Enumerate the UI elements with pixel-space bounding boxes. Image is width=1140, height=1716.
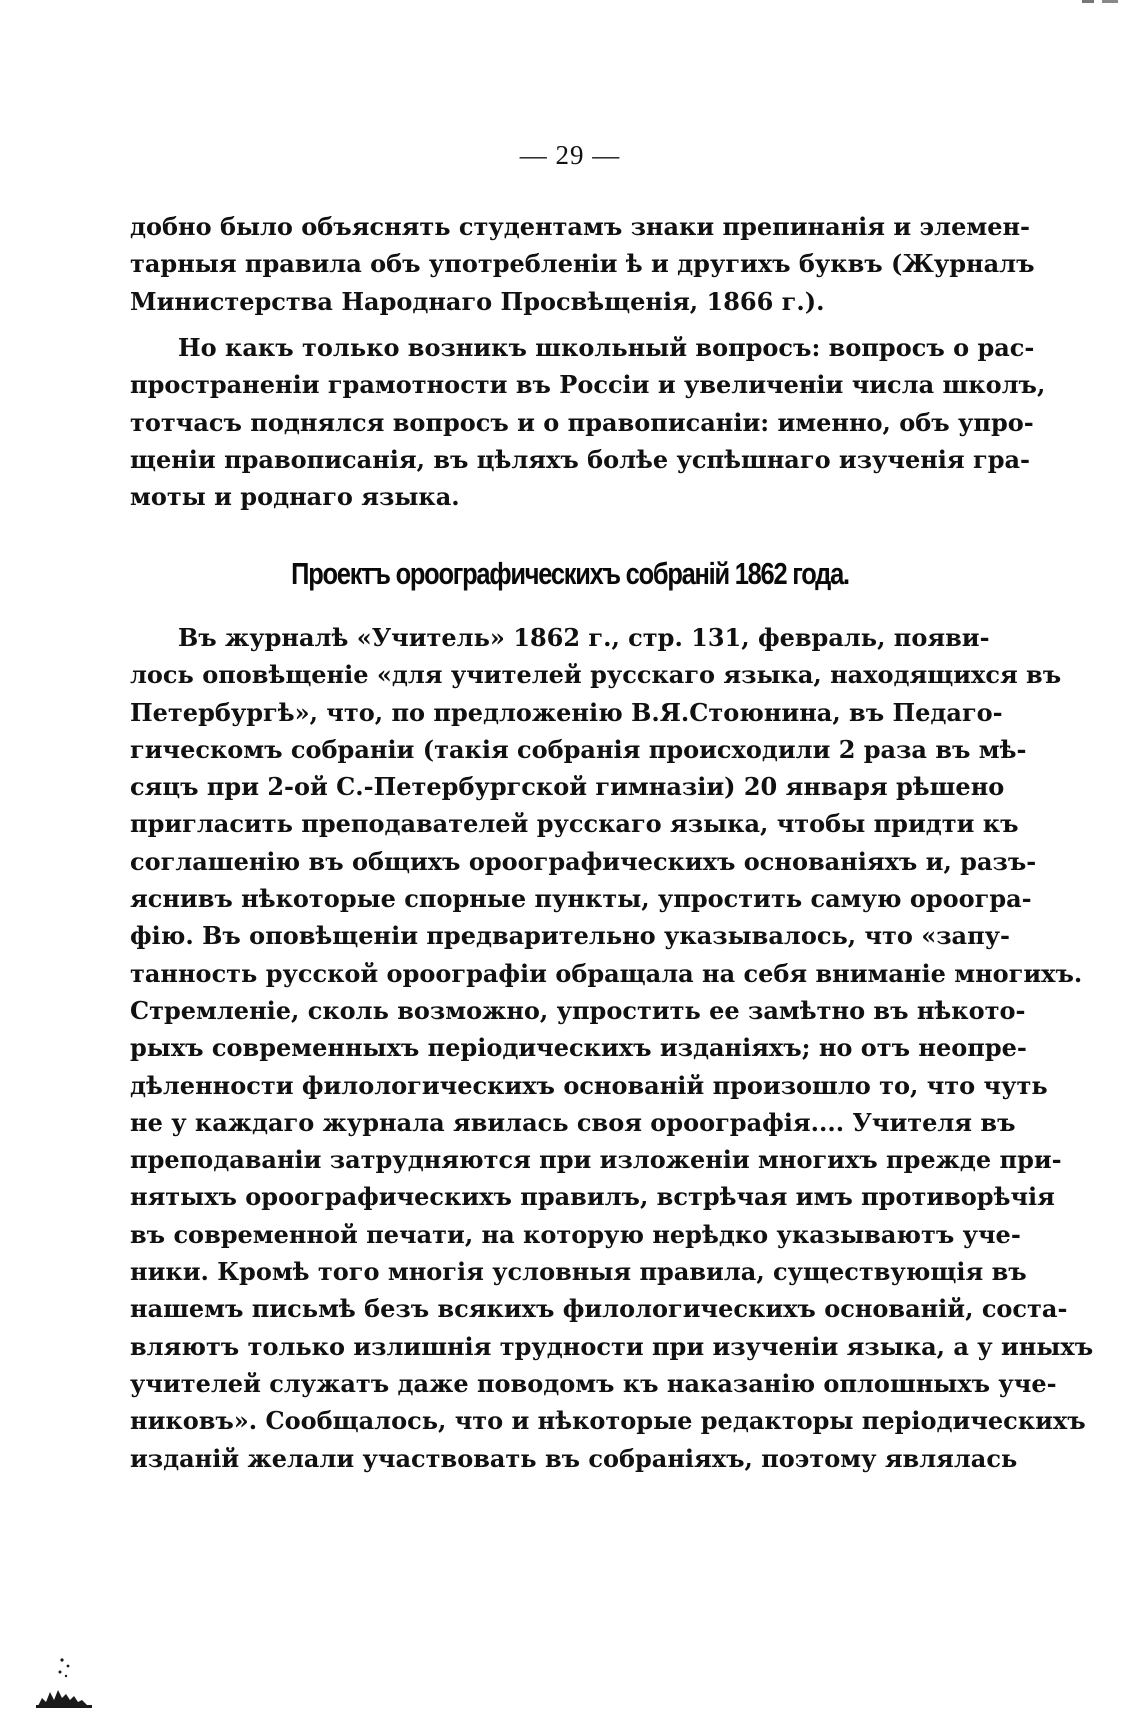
text-line: дѣленности филологическихъ основаній произошло то, что чуть <box>130 1070 1048 1100</box>
text-line: вляютъ только излишнія трудности при изученіи языка, а у иныхъ <box>130 1331 1094 1361</box>
text-line: Министерства Народнаго Просвѣщенія, 1866 г.). <box>130 286 825 316</box>
printer-ornament-icon <box>30 1650 110 1710</box>
text-line: пригласить преподавателей русскаго языка, чтобы придти къ <box>130 809 1019 839</box>
text-line: Въ журналѣ «Учитель» 1862 г., стр. 131, февраль, появи- <box>178 623 990 652</box>
text-line: въ современной печати, на которую нерѣдко указываютъ уче- <box>130 1219 1021 1249</box>
text-line: яснивъ нѣкоторые спорные пункты, упростить самую ороогра- <box>130 884 1032 914</box>
text-line: танность русской ороографіи обращала на себя вниманіе многихъ. <box>130 958 1083 988</box>
text-line: сяцъ при 2-ой С.-Петербургской гимназіи) 20 января рѣшено <box>130 772 1005 802</box>
page-number: — 29 — <box>519 140 621 170</box>
text-line: никовъ». Сообщалось, что и нѣкоторые редакторы періодическихъ <box>130 1406 1086 1436</box>
text-line: изданій желали участвовать въ собраніяхъ, поэтому являлась <box>130 1443 1018 1473</box>
text-line: учителей служатъ даже поводомъ къ наказанію оплошныхъ уче- <box>130 1368 1057 1398</box>
text-line: лось оповѣщеніе «для учителей русскаго языка, находящихся въ <box>130 660 1062 690</box>
paragraph-project-1862 <box>130 619 1094 1477</box>
text-line: преподаваніи затрудняются при изложеніи многихъ прежде при- <box>130 1145 1062 1175</box>
text-line: не у каждаго журнала явилась своя ороографія.... Учителя въ <box>130 1107 1016 1137</box>
section-heading: Проектъ ороографическихъ собраній 1862 года. <box>291 556 849 591</box>
text-line: тотчасъ поднялся вопросъ и о правописаніи: именно, объ упро- <box>130 407 1034 437</box>
text-line: гическомъ собраніи (такія собранія происходили 2 раза въ мѣ- <box>130 734 1027 764</box>
text-line: нятыхъ ороографическихъ правилъ, встрѣчая имъ противорѣчія <box>130 1182 1055 1212</box>
text-line: фію. Въ оповѣщеніи предварительно указывалось, что «запу- <box>130 921 1010 951</box>
text-line: рыхъ современныхъ періодическихъ изданіяхъ; но отъ неопре- <box>130 1033 1027 1063</box>
text-line: моты и роднаго языка. <box>130 482 460 512</box>
text-line: добно было объяснять студентамъ знаки препинанія и элемен- <box>130 212 1030 241</box>
text-line: тарныя правила объ употребленіи ѣ и другихъ буквъ (Журналъ <box>130 249 1035 279</box>
text-line: нашемъ письмѣ безъ всякихъ филологическихъ основаній, соста- <box>130 1294 1068 1324</box>
text-line: ники. Кромѣ того многія условныя правила, существующія въ <box>130 1257 1027 1287</box>
text-line: пространеніи грамотности въ Россіи и увеличеніи числа школъ, <box>130 370 1046 400</box>
text-line: Стремленіе, сколь возможно, упростить ее замѣтно въ нѣкото- <box>130 995 1026 1025</box>
paragraph-school-question <box>130 329 1046 515</box>
intro-paragraph <box>130 208 1035 320</box>
text-line: Но какъ только возникъ школьный вопросъ: вопросъ о рас- <box>178 333 1035 362</box>
text-line: щеніи правописанія, въ цѣляхъ болѣе успѣшнаго изученія гра- <box>130 444 1031 474</box>
scan-edge-mark <box>1082 0 1122 6</box>
text-line: соглашенію въ общихъ ороографическихъ основаніяхъ и, разъ- <box>130 846 1037 876</box>
text-line: Петербургѣ», что, по предложенію В.Я.Стоюнина, въ Педаго- <box>130 697 1003 727</box>
